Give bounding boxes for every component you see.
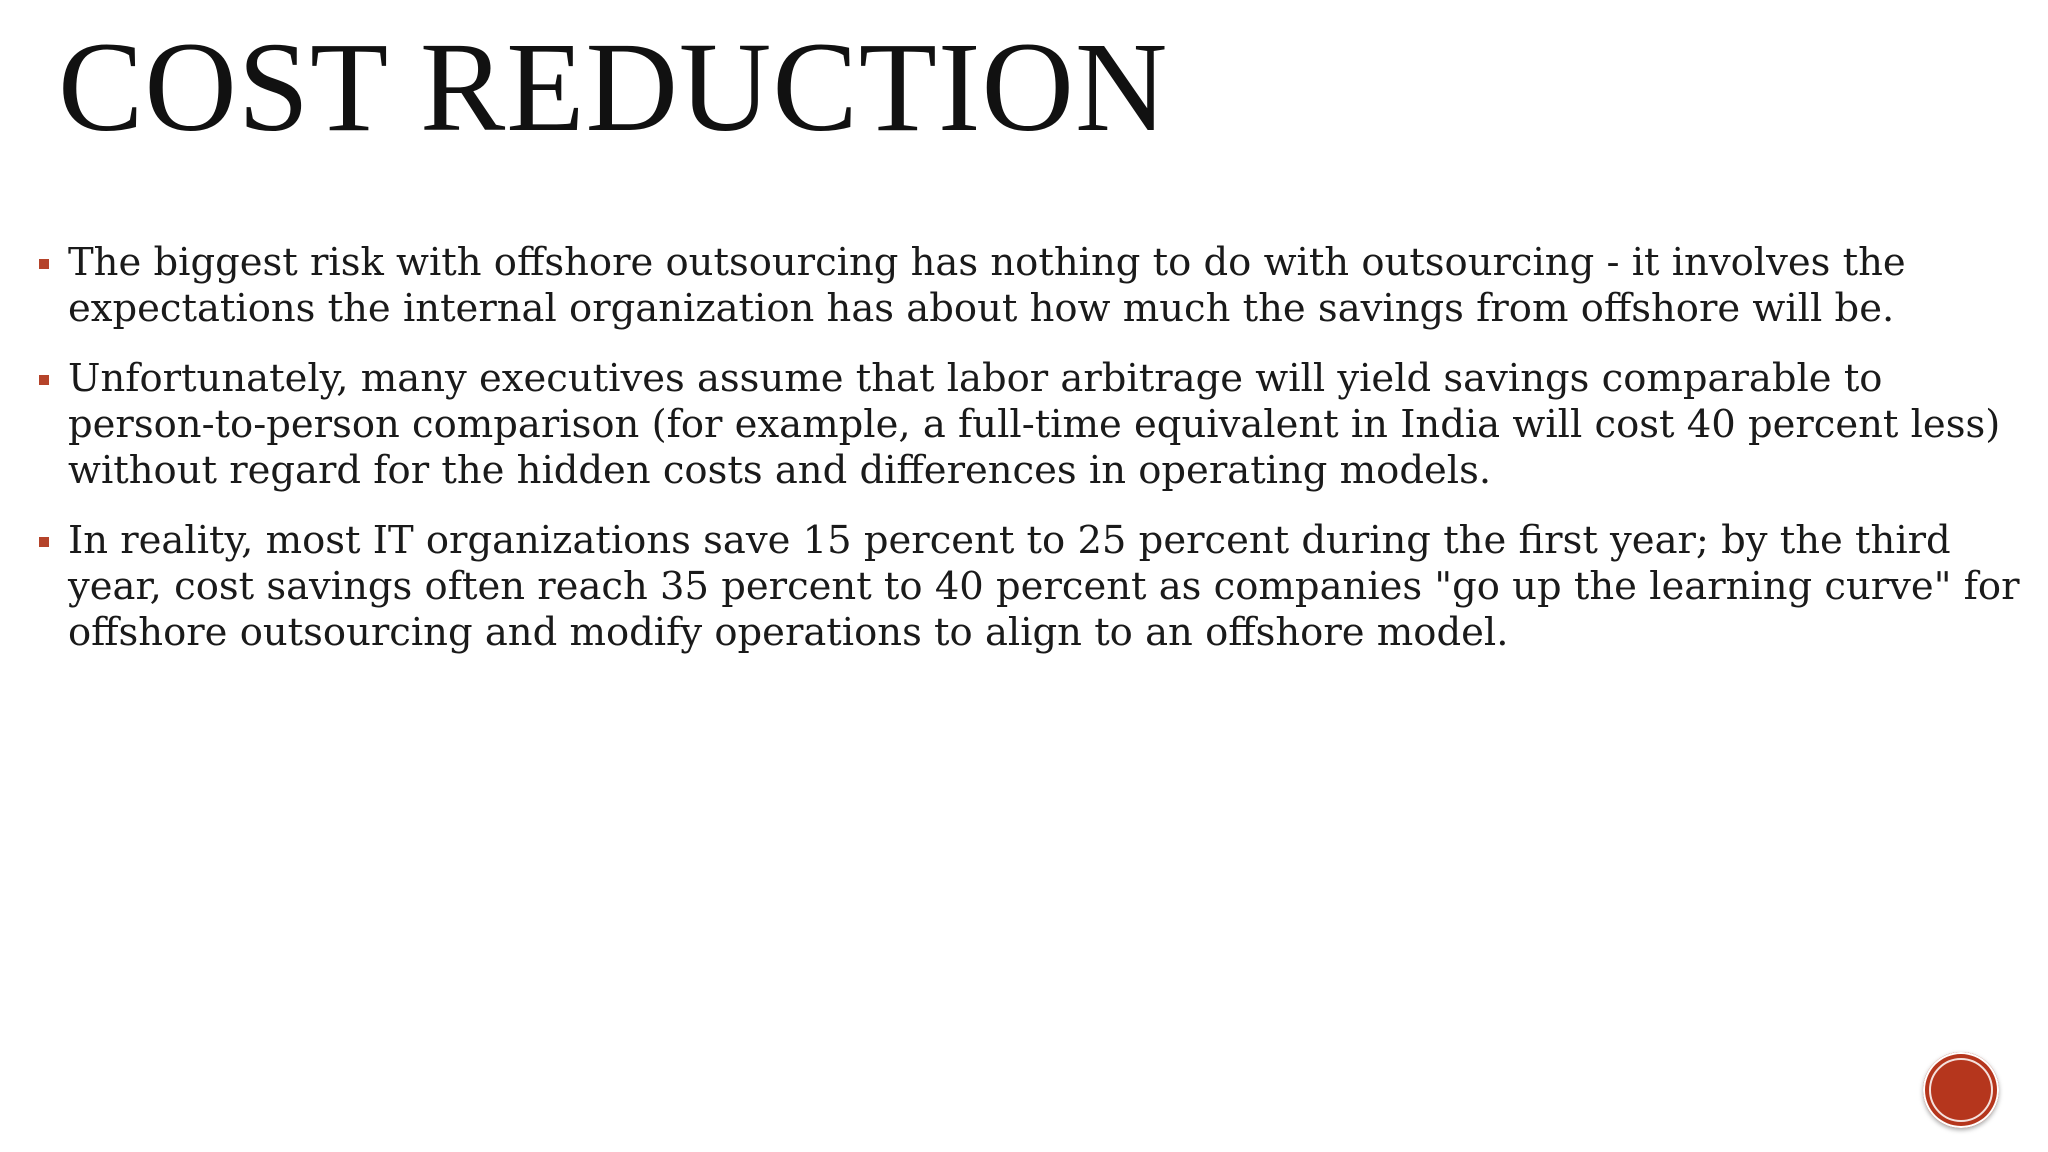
square-bullet-icon xyxy=(39,537,49,547)
slide-number-circle-icon xyxy=(1923,1052,1999,1128)
square-bullet-icon xyxy=(39,375,49,385)
bullet-item xyxy=(34,240,2024,332)
bullet-list xyxy=(34,240,2024,680)
bullet-text: In reality, most IT organizations save 15 percent to 25 percent during the first year; by the third year, cost savings often reach 35 percent to 40 percent as companies "go up the learning curve" for offshore outsourcing and modify operations to align to an offshore model. xyxy=(68,518,2020,655)
bullet-item xyxy=(34,518,2024,656)
bullet-item xyxy=(34,356,2024,494)
square-bullet-icon xyxy=(39,259,49,269)
badge-ring xyxy=(1929,1058,1993,1122)
slide-title: COST REDUCTION xyxy=(58,16,1169,158)
bullet-text: Unfortunately, many executives assume that labor arbitrage will yield savings comparable to person-to-person comparison (for example, a full-time equivalent in India will cost 40 percent less) without regard for the hidden costs and differences in operating models. xyxy=(68,356,2001,493)
bullet-text: The biggest risk with offshore outsourcing has nothing to do with outsourcing - it involves the expectations the internal organization has about how much the savings from offshore will be. xyxy=(68,240,1906,331)
